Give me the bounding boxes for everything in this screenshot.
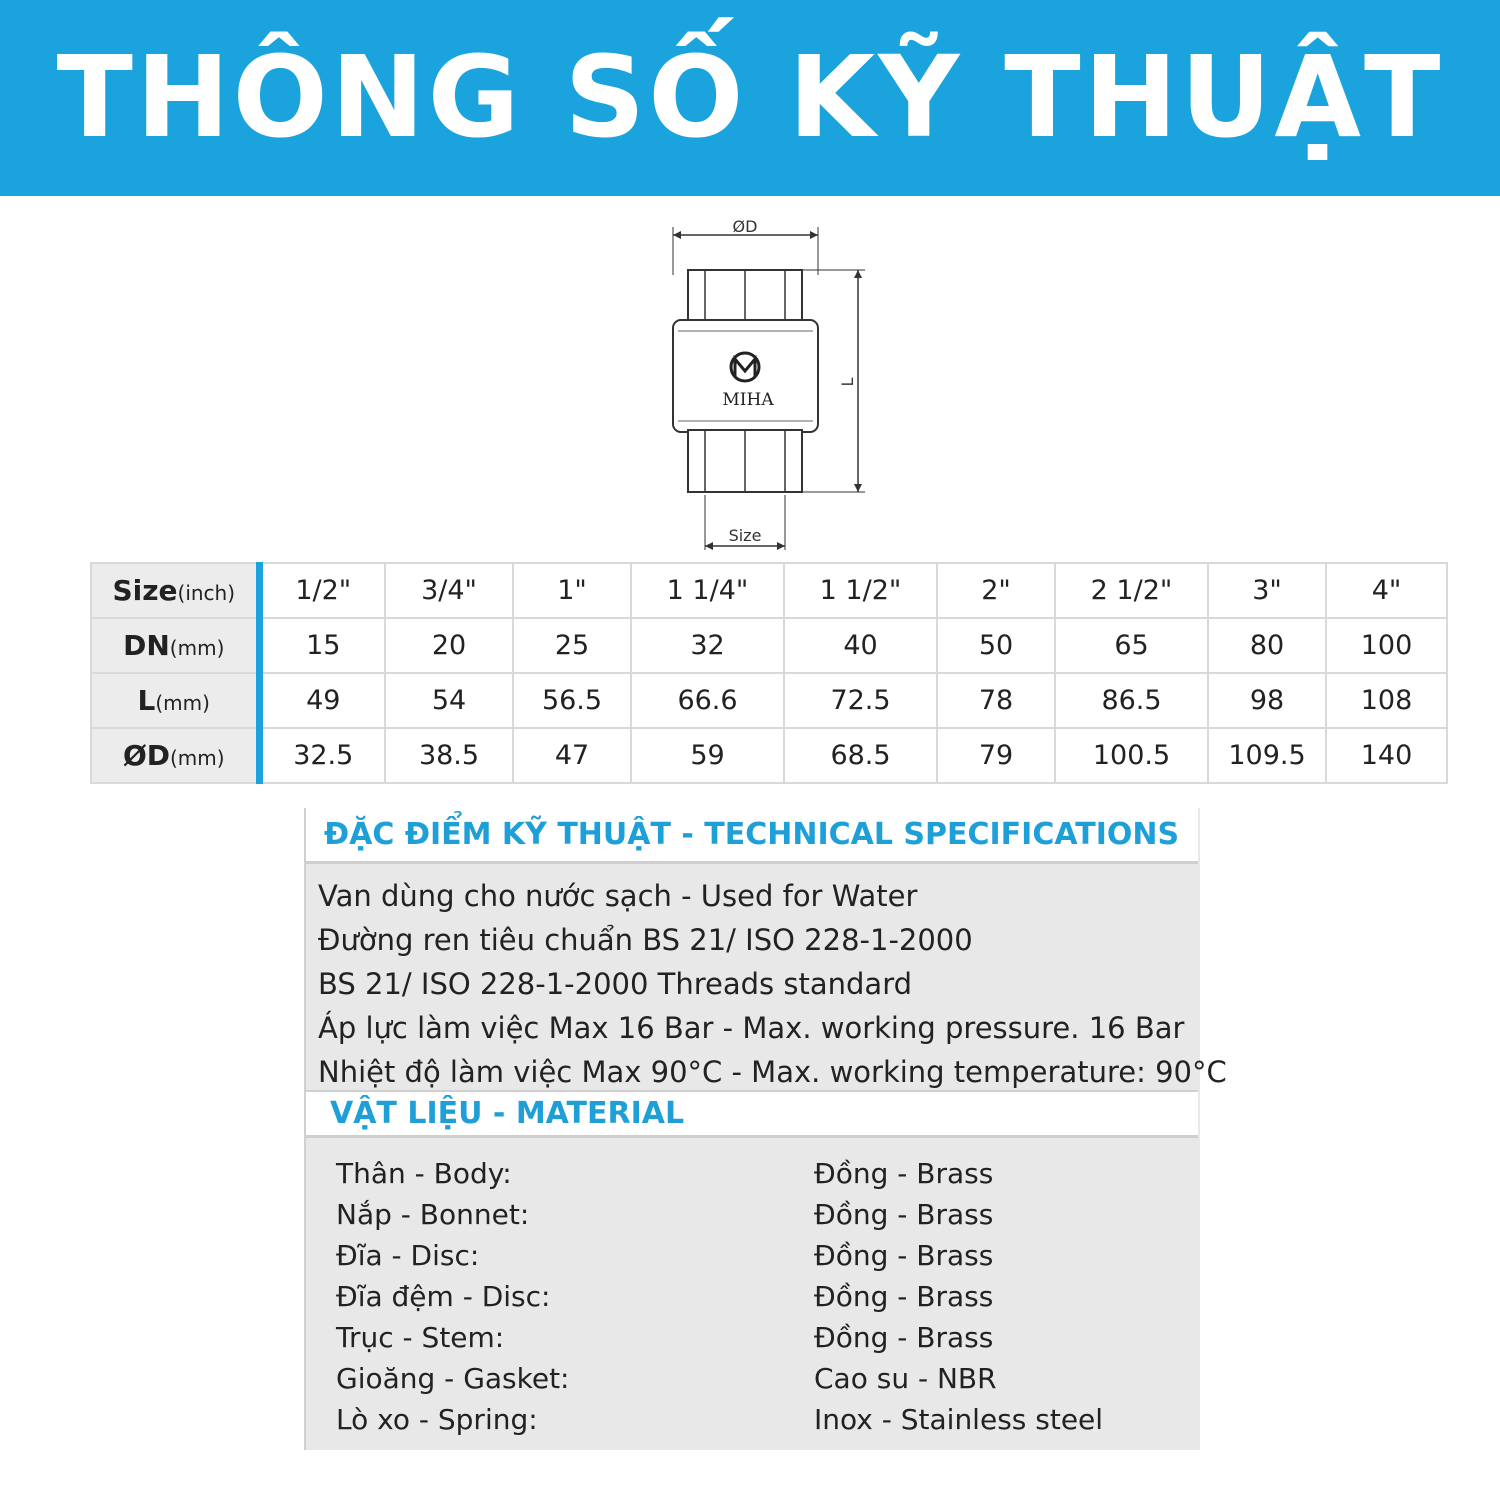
material-row [336,1317,1176,1358]
table-cell: 79 [937,728,1055,783]
table-row [91,563,1447,618]
material-value: Đồng - Brass [814,1157,994,1190]
material-row [336,1153,1176,1194]
row-header [91,618,259,673]
l-label: L [838,377,857,387]
material-part: Thân - Body: [336,1157,512,1190]
valve-body [673,320,818,432]
material-list [336,1153,1176,1440]
material-row [336,1358,1176,1399]
table-cell: 2 1/2" [1055,563,1208,618]
row-unit: (mm) [169,636,225,660]
brand-label: MIHA [722,390,774,410]
table-cell: 68.5 [784,728,937,783]
table-row [91,618,1447,673]
table-cell: 32 [631,618,784,673]
material-heading: VẬT LIỆU - MATERIAL [306,1090,1198,1138]
row-header [91,673,259,728]
material-value: Đồng - Brass [814,1321,994,1354]
material-part: Lò xo - Spring: [336,1403,538,1436]
table-cell: 1/2" [259,563,385,618]
spec-line: Nhiệt độ làm việc Max 90°C - Max. working temperature: 90°C [318,1055,1227,1089]
page-title: THÔNG SỐ KỸ THUẬT [56,33,1444,163]
table-cell: 40 [784,618,937,673]
material-part: Nắp - Bonnet: [336,1198,530,1231]
table-cell: 25 [513,618,631,673]
dimension-table [90,562,1448,784]
row-header [91,728,259,783]
table-cell: 3" [1208,563,1326,618]
spec-line: Đường ren tiêu chuẩn BS 21/ ISO 228-1-2000 [318,923,973,957]
valve-drawing [640,205,900,560]
table-cell: 1" [513,563,631,618]
table-cell: 72.5 [784,673,937,728]
row-unit: (mm) [169,746,225,770]
material-part: Đĩa đệm - Disc: [336,1280,551,1313]
spec-panel [304,808,1227,1450]
size-label: Size [728,526,762,545]
table-cell: 2" [937,563,1055,618]
table-cell: 49 [259,673,385,728]
row-key: DN [123,629,170,662]
material-value: Đồng - Brass [814,1198,994,1231]
table-cell: 65 [1055,618,1208,673]
table-cell: 32.5 [259,728,385,783]
table-cell: 4" [1326,563,1447,618]
material-value: Cao su - NBR [814,1362,997,1395]
table-cell: 1 1/4" [631,563,784,618]
row-unit: (inch) [177,581,236,605]
table-cell: 54 [385,673,513,728]
material-value: Đồng - Brass [814,1239,994,1272]
table-cell: 47 [513,728,631,783]
table-cell: 140 [1326,728,1447,783]
table-cell: 50 [937,618,1055,673]
table-cell: 86.5 [1055,673,1208,728]
table-row [91,673,1447,728]
row-key: ØD [122,739,170,772]
material-part: Gioăng - Gasket: [336,1362,570,1395]
spec-line: Áp lực làm việc Max 16 Bar - Max. working pressure. 16 Bar [318,1011,1185,1045]
spec-list [318,874,1227,1094]
table-cell: 108 [1326,673,1447,728]
row-header [91,563,259,618]
table-cell: 1 1/2" [784,563,937,618]
table-cell: 109.5 [1208,728,1326,783]
table-cell: 20 [385,618,513,673]
spec-line: Van dùng cho nước sạch - Used for Water [318,879,918,913]
material-part: Đĩa - Disc: [336,1239,480,1272]
table-cell: 100 [1326,618,1447,673]
table-cell: 66.6 [631,673,784,728]
spec-line: BS 21/ ISO 228-1-2000 Threads standard [318,967,913,1001]
table-cell: 15 [259,618,385,673]
material-row [336,1194,1176,1235]
table-cell: 80 [1208,618,1326,673]
table-cell: 3/4" [385,563,513,618]
material-part: Trục - Stem: [336,1321,505,1354]
row-key: L [137,684,156,717]
od-label: ØD [732,217,758,236]
row-key: Size [112,574,178,607]
material-row [336,1276,1176,1317]
table-cell: 56.5 [513,673,631,728]
valve-diagram [640,205,900,560]
table-cell: 38.5 [385,728,513,783]
table-cell: 59 [631,728,784,783]
table-row [91,728,1447,783]
table-cell: 98 [1208,673,1326,728]
row-unit: (mm) [155,691,210,715]
material-row [336,1399,1176,1440]
title-banner [0,0,1500,196]
table-cell: 100.5 [1055,728,1208,783]
material-row [336,1235,1176,1276]
spec-heading: ĐẶC ĐIỂM KỸ THUẬT - TECHNICAL SPECIFICATIONS [306,808,1198,864]
material-value: Đồng - Brass [814,1280,994,1313]
table-cell: 78 [937,673,1055,728]
material-value: Inox - Stainless steel [814,1403,1104,1436]
